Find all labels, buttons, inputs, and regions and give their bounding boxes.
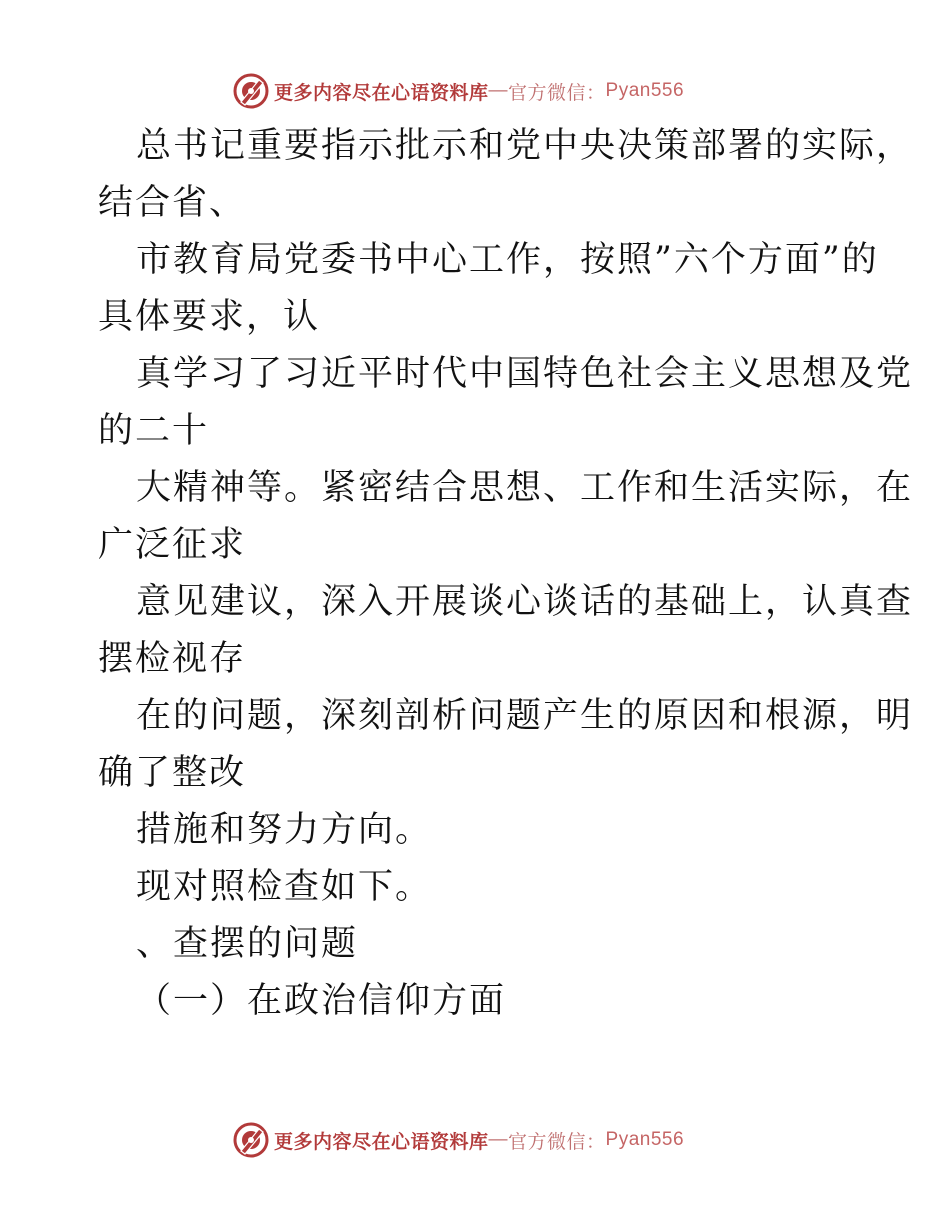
body-line: 的二十 — [98, 411, 210, 451]
body-line: 确了整改 — [98, 753, 247, 793]
banner-separator: — — [488, 80, 509, 101]
body-line: 现对照检查如下。 — [136, 867, 433, 907]
footer-banner — [232, 1120, 684, 1160]
banner-main-text: 更多内容尽在心语资料库 — [274, 82, 489, 104]
body-line: 在的问题，深刻剖析问题产生的原因和根源，明 — [136, 696, 914, 736]
body-line: 广泛征求 — [98, 525, 247, 565]
pen-seal-logo-icon — [232, 1121, 270, 1159]
header-banner — [232, 71, 684, 111]
banner-main-text: 更多内容尽在心语资料库 — [274, 1131, 489, 1153]
banner-wechat-id: Pyan556 — [605, 80, 685, 101]
body-line: 大精神等。紧密结合思想、工作和生活实际，在 — [136, 468, 914, 508]
banner-wechat-id: Pyan556 — [605, 1129, 685, 1150]
body-line: 总书记重要指示批示和党中央决策部署的实际， — [136, 126, 914, 166]
banner-wechat-label: 官方微信： — [508, 1131, 606, 1153]
body-line: 真学习了习近平时代中国特色社会主义思想及党 — [136, 354, 914, 394]
banner-wechat-label: 官方微信： — [508, 82, 606, 104]
pen-seal-logo-icon — [232, 72, 270, 110]
section-heading: 、查摆的问题 — [136, 924, 359, 964]
body-line: 摆检视存 — [98, 639, 247, 679]
body-line: 结合省、 — [98, 183, 247, 223]
subsection-heading: （一）在政治信仰方面 — [136, 981, 507, 1021]
body-line: 具体要求，认 — [98, 297, 321, 337]
document-body — [98, 118, 914, 1030]
body-line: 市教育局党委书中心工作，按照”六个方面”的 — [136, 240, 879, 280]
banner-separator: — — [488, 1129, 509, 1150]
body-line: 意见建议，深入开展谈心谈话的基础上，认真查 — [136, 582, 914, 622]
body-line: 措施和努力方向。 — [136, 810, 433, 850]
